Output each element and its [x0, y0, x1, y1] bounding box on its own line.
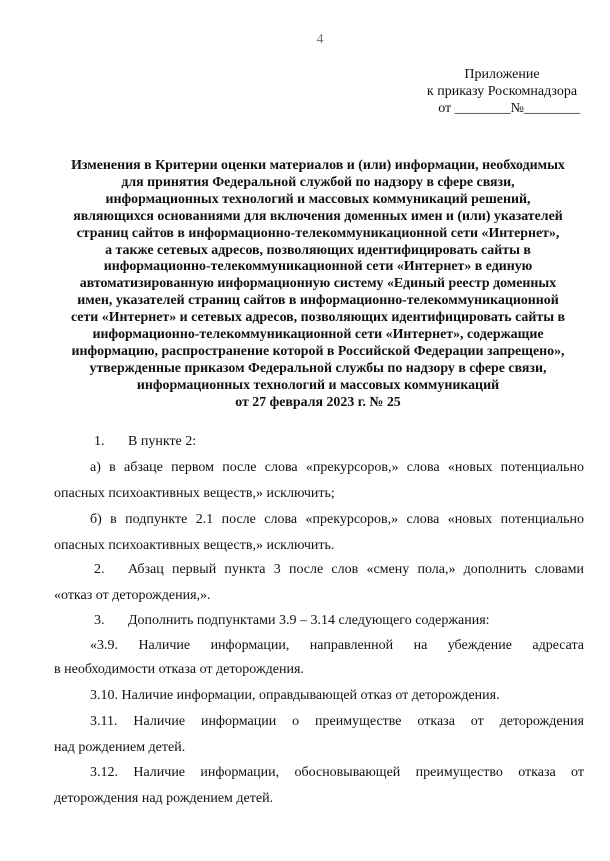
subitem-3-11-line-1: 3.11. Наличие информации о преимуществе отказа от деторождения: [90, 714, 584, 729]
subitem-3-12-line-1: 3.12. Наличие информации, обосновывающей преимущество отказа от: [90, 765, 584, 780]
item-2-line-1: Абзац первый пункта 3 после слов «смену пола,» дополнить словами: [128, 562, 584, 577]
title-line: информационно-телекоммуникационной сети «Интернет» в единую: [103, 259, 533, 275]
item-1-number: 1.: [94, 434, 105, 449]
title-line: для принятия Федеральной службой по надзору в сфере связи,: [121, 174, 515, 190]
annex-block: [420, 66, 584, 117]
title-line: Изменения в Критерии оценки материалов и (или) информации, необходимых: [71, 158, 565, 173]
title-line: информационных технологий и массовых коммуникаций: [136, 377, 500, 393]
item-3-text: Дополнить подпунктами 3.9 – 3.14 следующего содержания:: [128, 613, 490, 628]
title-line: информационных технологий и массовых коммуникаций решений,: [105, 191, 531, 207]
item-3-number: 3.: [94, 613, 105, 628]
item-1-text: В пункте 2:: [128, 434, 197, 449]
annex-order-ref: к приказу Роскомнадзора: [426, 84, 578, 99]
title-line: информационно-телекоммуникационной сети «Интернет», содержащие: [92, 327, 544, 343]
title-line: от 27 февраля 2023 г. № 25: [235, 394, 401, 410]
item-1b-line-1: б) в подпункте 2.1 после слова «прекурсоров,» слова «новых потенциально: [90, 512, 584, 527]
annex-date-number: от ________№________: [438, 101, 580, 116]
subitem-3-9-line-1: «3.9. Наличие информации, направленной на убеждение адресата: [90, 638, 584, 653]
annex-title: Приложение: [464, 67, 540, 82]
title-line: сети «Интернет» и сетевых адресов, позволяющих идентифицировать сайты в: [70, 310, 566, 326]
title-line: утвержденные приказом Федеральной службы по надзору в сфере связи,: [89, 360, 547, 376]
document-title: [52, 158, 584, 412]
title-line: страниц сайтов в информационно-телекоммуникационной сети «Интернет»,: [76, 225, 560, 241]
subitem-3-12-line-2: деторождения над рождением детей.: [54, 791, 274, 806]
title-line: а также сетевых адресов, позволяющих идентифицировать сайты в: [105, 242, 531, 258]
title-line: являющихся основаниями для включения доменных имен и (или) указателей: [73, 208, 563, 224]
title-line: имен, указателей страниц сайтов в информационно-телекоммуникационной: [77, 293, 559, 309]
item-1a-line-1: а) в абзаце первом после слова «прекурсоров,» слова «новых потенциально: [90, 460, 584, 475]
item-2-line-2: «отказ от деторождения,».: [54, 588, 211, 603]
title-line: информацию, распространение которой в Российской Федерации запрещено»,: [71, 343, 565, 359]
subitem-3-9-line-2: в необходимости отказа от деторождения.: [54, 662, 304, 677]
subitem-3-10: 3.10. Наличие информации, оправдывающей отказ от деторождения.: [90, 688, 500, 703]
item-2-number: 2.: [94, 562, 105, 577]
subitem-3-11-line-2: над рождением детей.: [54, 740, 186, 755]
item-1a-line-2: опасных психоактивных веществ,» исключить;: [54, 486, 335, 501]
item-1b-line-2: опасных психоактивных веществ,» исключить.: [54, 538, 335, 553]
page-number: 4: [316, 32, 324, 47]
title-line: автоматизированную информационную систему «Единый реестр доменных: [79, 276, 557, 292]
